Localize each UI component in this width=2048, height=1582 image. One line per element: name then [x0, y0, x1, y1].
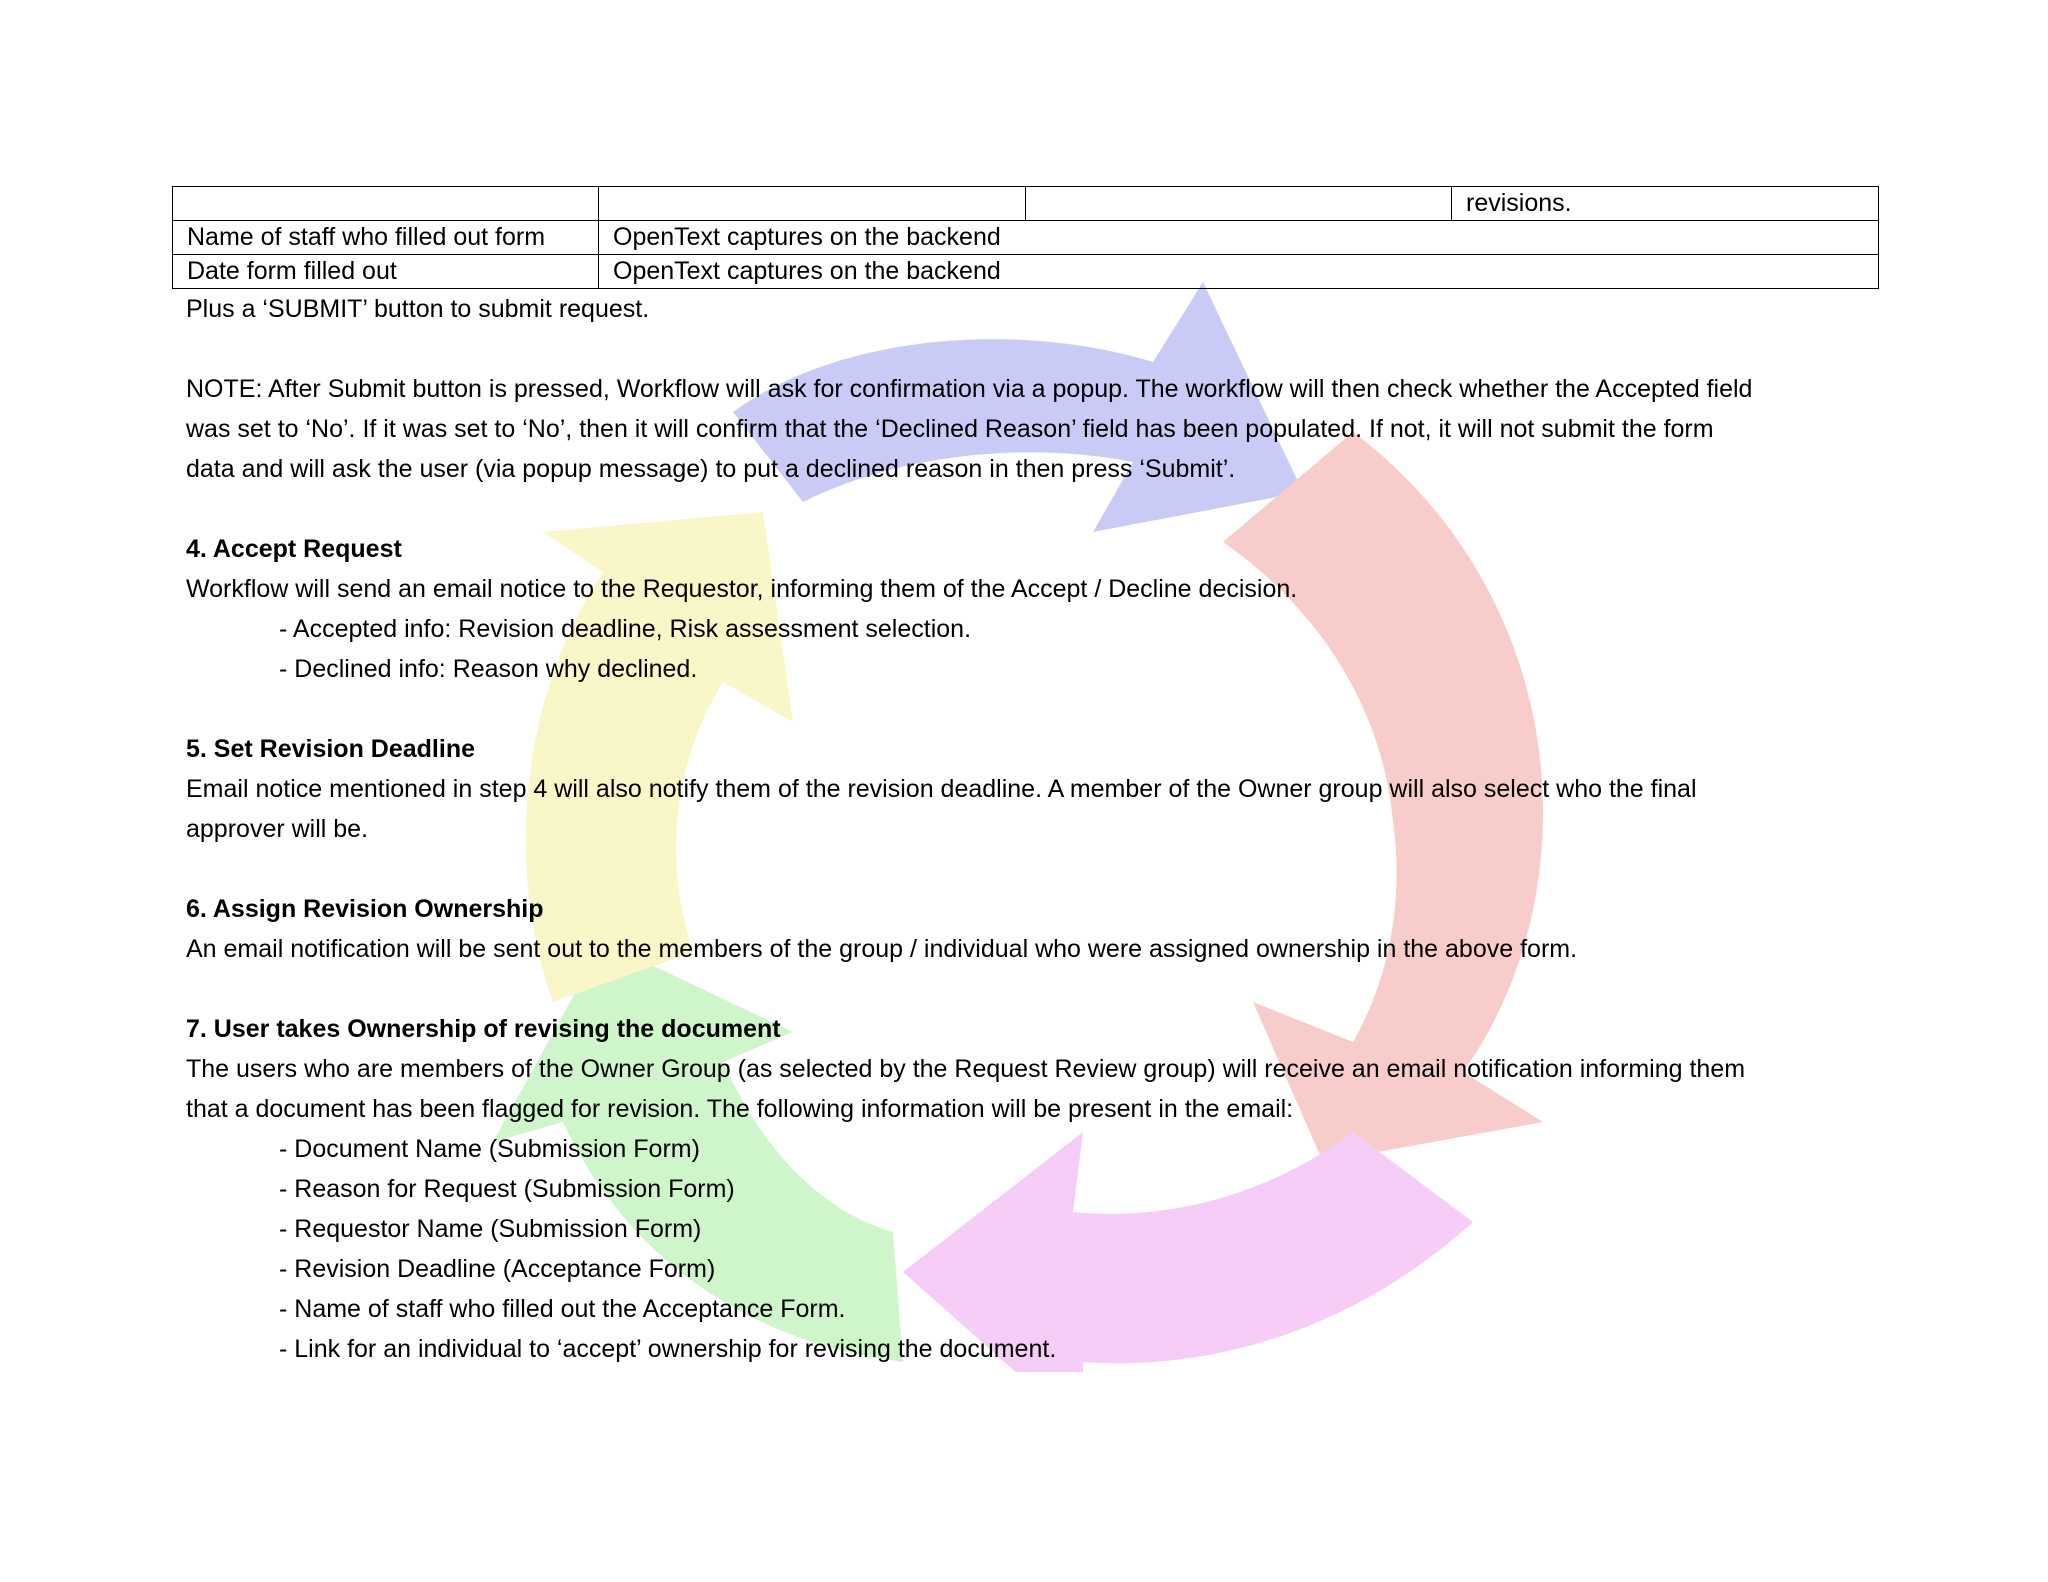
note-line: data and will ask the user (via popup message) to put a declined reason in then press ‘Submit’. [186, 455, 1236, 483]
table-value-cell: OpenText captures on the backend [599, 221, 1879, 255]
section-body: that a document has been flagged for revision. The following information will be present in the email: [186, 1095, 1294, 1123]
table-label-cell: Date form filled out [173, 255, 599, 289]
list-item: - Link for an individual to ‘accept’ ownership for revising the document. [279, 1335, 1057, 1363]
note-line: NOTE: After Submit button is pressed, Workflow will ask for confirmation via a popup. The workflow will then check whether the Accepted field [186, 375, 1753, 403]
section-heading: 7. User takes Ownership of revising the document [186, 1015, 781, 1043]
table-cell: revisions. [1452, 187, 1879, 221]
body-text [172, 289, 1878, 1369]
section-heading: 6. Assign Revision Ownership [186, 895, 544, 923]
section-heading: 5. Set Revision Deadline [186, 735, 475, 763]
list-item: - Accepted info: Revision deadline, Risk assessment selection. [279, 615, 972, 643]
submit-line: Plus a ‘SUBMIT’ button to submit request. [186, 295, 650, 323]
list-item: - Document Name (Submission Form) [279, 1135, 700, 1163]
section-body: The users who are members of the Owner Group (as selected by the Request Review group) will receive an email notification informing them [186, 1055, 1746, 1083]
list-item: - Reason for Request (Submission Form) [279, 1175, 735, 1203]
section-heading: 4. Accept Request [186, 535, 402, 563]
list-item: - Revision Deadline (Acceptance Form) [279, 1255, 716, 1283]
document-content [172, 186, 1878, 1369]
table-cell [599, 187, 1026, 221]
table-cell [1026, 187, 1452, 221]
section-body: approver will be. [186, 815, 369, 843]
table-row [173, 187, 1879, 221]
table-cell [173, 187, 599, 221]
list-item: - Name of staff who filled out the Acceptance Form. [279, 1295, 846, 1323]
table-row [173, 221, 1879, 255]
section-body: Workflow will send an email notice to the Requestor, informing them of the Accept / Decline decision. [186, 575, 1298, 603]
table-label-cell: Name of staff who filled out form [173, 221, 599, 255]
section-body: An email notification will be sent out to the members of the group / individual who were assigned ownership in the above form. [186, 935, 1578, 963]
table-value-cell: OpenText captures on the backend [599, 255, 1879, 289]
list-item: - Requestor Name (Submission Form) [279, 1215, 702, 1243]
section-body: Email notice mentioned in step 4 will also notify them of the revision deadline. A member of the Owner group will also select who the final [186, 775, 1697, 803]
note-line: was set to ‘No’. If it was set to ‘No’, then it will confirm that the ‘Declined Reason’ field has been populated. If not, it will not submit the form [186, 415, 1714, 443]
form-fields-table [172, 186, 1879, 289]
list-item: - Declined info: Reason why declined. [279, 655, 698, 683]
table-row [173, 255, 1879, 289]
